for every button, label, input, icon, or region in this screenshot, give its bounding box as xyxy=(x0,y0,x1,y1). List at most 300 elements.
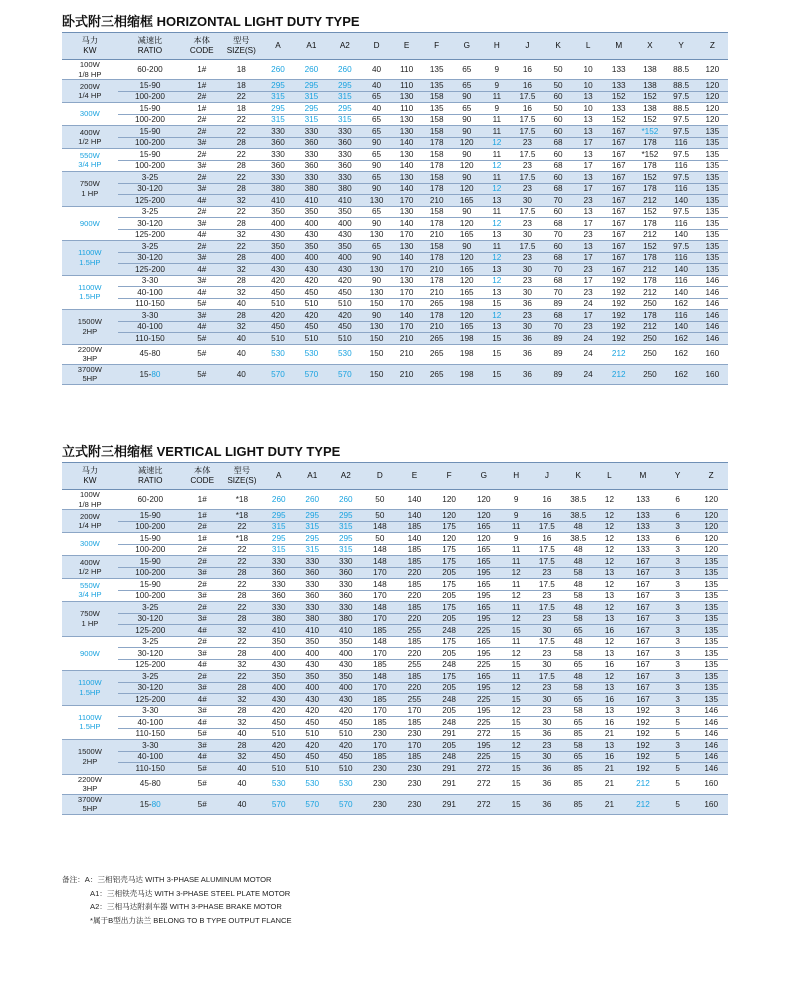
table-cell: 248 xyxy=(432,694,467,706)
table-cell: 1# xyxy=(182,60,221,80)
table-cell: 60 xyxy=(543,149,573,161)
table-cell: 330 xyxy=(261,126,294,138)
table-cell: 185 xyxy=(397,579,432,591)
table-cell: 210 xyxy=(392,364,422,384)
table-cell: 248 xyxy=(432,751,467,763)
table-cell: 400 xyxy=(329,648,363,660)
table-cell: 295 xyxy=(329,533,363,545)
table-cell: 58 xyxy=(563,705,594,717)
table-cell: 167 xyxy=(603,206,634,218)
column-header xyxy=(501,463,531,490)
table-cell: 4# xyxy=(182,287,221,299)
table-cell: 330 xyxy=(328,126,361,138)
table-cell: 165 xyxy=(466,636,501,648)
table-cell: 1# xyxy=(183,533,222,545)
table-cell: 38.5 xyxy=(563,490,594,510)
table-cell: 170 xyxy=(363,740,398,752)
table-cell: 167 xyxy=(603,195,634,207)
column-header-sublabel: SIZE(S) xyxy=(227,476,257,485)
table-cell: 3-30 xyxy=(118,310,183,322)
table-cell: 420 xyxy=(329,705,363,717)
table-cell: 23 xyxy=(512,252,543,264)
table-cell: 36 xyxy=(512,333,543,345)
table-row xyxy=(62,114,728,126)
power-label: 900W xyxy=(80,648,100,658)
table-cell: 248 xyxy=(432,625,467,637)
table-cell: 11 xyxy=(501,556,531,568)
column-header xyxy=(697,33,728,60)
table-cell: 170 xyxy=(363,613,398,625)
table-cell: 15 xyxy=(482,333,512,345)
table-cell: 130 xyxy=(392,91,422,103)
column-header xyxy=(182,33,221,60)
horizontal-spec-table xyxy=(62,32,728,385)
table-row xyxy=(62,218,728,230)
table-cell: 167 xyxy=(625,602,661,614)
table-cell: 167 xyxy=(603,252,634,264)
table-cell: 11 xyxy=(482,172,512,184)
table-cell: 167 xyxy=(625,590,661,602)
table-cell: 40 xyxy=(221,364,261,384)
table-cell: 13 xyxy=(594,740,625,752)
table-cell: 140 xyxy=(392,137,422,149)
table-cell: 23 xyxy=(531,590,562,602)
table-cell: 3 xyxy=(661,544,695,556)
table-cell: 167 xyxy=(603,172,634,184)
table-row xyxy=(62,490,728,510)
table-cell: 420 xyxy=(296,705,330,717)
table-cell: 4# xyxy=(183,625,222,637)
table-cell: 40 xyxy=(362,80,392,92)
table-cell: 116 xyxy=(665,218,696,230)
table-cell: 510 xyxy=(261,298,294,310)
table-cell: 50 xyxy=(543,103,573,115)
table-cell: 192 xyxy=(625,717,661,729)
table-cell: 18 xyxy=(221,60,261,80)
table-cell: 97.5 xyxy=(665,172,696,184)
table-row xyxy=(62,60,728,80)
table-cell: 23 xyxy=(573,264,603,276)
table-cell: 212 xyxy=(634,321,665,333)
table-cell: 15 xyxy=(482,298,512,310)
table-cell: *18 xyxy=(222,510,262,522)
table-cell: 36 xyxy=(531,774,562,794)
power-label: 1 HP xyxy=(81,618,99,628)
table-cell: 315 xyxy=(262,521,296,533)
table-cell: 530 xyxy=(329,774,363,794)
table-cell: 165 xyxy=(466,602,501,614)
table-cell: 18 xyxy=(221,103,261,115)
table-cell: 220 xyxy=(397,648,432,660)
table-cell: 100-200 xyxy=(118,137,183,149)
table-cell: 110-150 xyxy=(118,728,183,740)
table-cell: 178 xyxy=(634,137,665,149)
column-header-label: A1 xyxy=(307,471,318,481)
table-cell: 30-120 xyxy=(118,682,183,694)
table-cell: 40 xyxy=(222,728,262,740)
table-cell: 195 xyxy=(466,682,501,694)
column-header-sublabel: CODE xyxy=(189,46,214,55)
table-cell: 195 xyxy=(466,590,501,602)
table-cell: 88.5 xyxy=(665,60,696,80)
column-header-label: J xyxy=(525,41,530,51)
table-cell: 120 xyxy=(452,310,482,322)
table-cell: 167 xyxy=(603,126,634,138)
table-cell: 23 xyxy=(531,613,562,625)
table-cell: 130 xyxy=(362,287,392,299)
table-cell: 135 xyxy=(694,579,728,591)
table-cell: 13 xyxy=(573,91,603,103)
table-cell: 23 xyxy=(531,682,562,694)
table-cell: 167 xyxy=(603,183,634,195)
power-cell xyxy=(62,80,118,103)
table-cell: 100-200 xyxy=(118,114,183,126)
table-cell: 185 xyxy=(397,751,432,763)
table-cell: 212 xyxy=(603,364,634,384)
table-cell: 315 xyxy=(295,114,328,126)
table-cell: 90 xyxy=(452,172,482,184)
table-cell: 350 xyxy=(295,206,328,218)
column-header-label: F xyxy=(434,41,440,51)
table-cell: 510 xyxy=(329,728,363,740)
power-cell xyxy=(62,579,118,602)
table-cell: 16 xyxy=(512,103,543,115)
table-cell: 210 xyxy=(392,344,422,364)
table-cell: 135 xyxy=(694,602,728,614)
table-cell: 120 xyxy=(466,510,501,522)
table-cell: 70 xyxy=(543,287,573,299)
table-cell: 510 xyxy=(295,298,328,310)
table-cell: 430 xyxy=(329,694,363,706)
table-cell: 17.5 xyxy=(512,126,543,138)
table-cell: 167 xyxy=(625,579,661,591)
table-cell: 192 xyxy=(603,321,634,333)
table-cell: 350 xyxy=(262,636,296,648)
table-cell: 400 xyxy=(295,252,328,264)
table-row xyxy=(62,567,728,579)
table-cell: 90 xyxy=(362,160,392,172)
table-cell: 13 xyxy=(573,206,603,218)
table-cell: 12 xyxy=(594,510,625,522)
table-cell: 90 xyxy=(452,114,482,126)
table-row xyxy=(62,160,728,172)
table-cell: 3 xyxy=(661,590,695,602)
table-cell: 167 xyxy=(625,671,661,683)
table-cell: 510 xyxy=(296,763,330,775)
table-row xyxy=(62,252,728,264)
table-cell: 68 xyxy=(543,137,573,149)
table-cell: 400 xyxy=(295,218,328,230)
column-header-label: D xyxy=(376,471,383,481)
table-cell: 255 xyxy=(397,694,432,706)
column-header xyxy=(634,33,665,60)
power-label: 1500W xyxy=(77,747,102,757)
table-cell: 65 xyxy=(362,206,392,218)
table-cell: 212 xyxy=(603,344,634,364)
table-cell: 5 xyxy=(661,774,695,794)
table-cell: 350 xyxy=(328,206,361,218)
table-cell: 90 xyxy=(362,310,392,322)
table-cell: 530 xyxy=(296,774,330,794)
table-cell: 230 xyxy=(363,728,398,740)
column-header-label: A2 xyxy=(339,41,350,51)
table-cell: 162 xyxy=(665,344,696,364)
table-cell: 420 xyxy=(296,740,330,752)
table-cell: 330 xyxy=(261,149,294,161)
table-cell: 135 xyxy=(694,556,728,568)
table-cell: 162 xyxy=(665,333,696,345)
table-cell: 158 xyxy=(422,126,452,138)
table-cell: 30-120 xyxy=(118,648,183,660)
table-row xyxy=(62,613,728,625)
table-cell: 110-150 xyxy=(118,298,183,310)
table-cell: 185 xyxy=(363,659,398,671)
column-header-label: E xyxy=(403,41,410,51)
column-header xyxy=(512,33,543,60)
table-cell: 178 xyxy=(422,310,452,322)
table-cell: 178 xyxy=(634,275,665,287)
table-cell: 2# xyxy=(182,91,221,103)
column-header-label: D xyxy=(373,41,380,51)
table-cell: 22 xyxy=(221,126,261,138)
table-cell: 12 xyxy=(482,275,512,287)
table-cell: 192 xyxy=(603,310,634,322)
table-cell: 3-30 xyxy=(118,705,183,717)
table-cell: 175 xyxy=(432,521,467,533)
table-cell: 120 xyxy=(432,510,467,522)
table-cell: 22 xyxy=(221,91,261,103)
table-cell: 135 xyxy=(697,218,728,230)
table-cell: 1# xyxy=(183,510,222,522)
table-cell: 330 xyxy=(329,556,363,568)
table-cell: 15-90 xyxy=(118,510,183,522)
table-cell: 135 xyxy=(694,625,728,637)
table-cell: 350 xyxy=(261,206,294,218)
table-cell: 28 xyxy=(221,160,261,172)
power-cell xyxy=(62,556,118,579)
table-cell: 120 xyxy=(697,114,728,126)
table-cell: 12 xyxy=(594,579,625,591)
table-cell: 3-30 xyxy=(118,275,183,287)
table-cell: 430 xyxy=(295,264,328,276)
table-row xyxy=(62,728,728,740)
table-cell: 32 xyxy=(222,625,262,637)
table-row xyxy=(62,183,728,195)
table-cell: 5# xyxy=(182,333,221,345)
table-cell: 70 xyxy=(543,264,573,276)
table-cell: 17.5 xyxy=(512,91,543,103)
table-row xyxy=(62,705,728,717)
table-cell: 2# xyxy=(183,671,222,683)
table-cell: 2# xyxy=(183,556,222,568)
power-cell xyxy=(62,206,118,241)
table-cell: 185 xyxy=(397,544,432,556)
power-label: 1100W xyxy=(78,712,102,722)
table-cell: 3-25 xyxy=(118,671,183,683)
table-cell: 330 xyxy=(296,602,330,614)
table-cell: 135 xyxy=(697,160,728,172)
table-cell: 70 xyxy=(543,195,573,207)
table-cell: 16 xyxy=(512,80,543,92)
table-cell: 160 xyxy=(697,344,728,364)
table-cell: 30 xyxy=(512,195,543,207)
table-cell: 100-200 xyxy=(118,521,183,533)
table-cell: 260 xyxy=(261,60,294,80)
table-cell: 65 xyxy=(362,172,392,184)
table-cell: 192 xyxy=(625,763,661,775)
table-cell: 58 xyxy=(563,567,594,579)
table-cell: 30-120 xyxy=(118,252,183,264)
table-cell: 116 xyxy=(665,137,696,149)
column-header xyxy=(328,33,361,60)
table-cell: 380 xyxy=(329,613,363,625)
column-header-label: M xyxy=(639,471,647,481)
column-header-sublabel: RATIO xyxy=(137,46,163,55)
table-cell: 30 xyxy=(531,717,562,729)
table-cell: 11 xyxy=(501,671,531,683)
table-cell: 3 xyxy=(661,682,695,694)
table-cell: 48 xyxy=(563,636,594,648)
table-cell: 2# xyxy=(183,602,222,614)
table-cell: 430 xyxy=(329,659,363,671)
table-cell: 15 xyxy=(501,763,531,775)
table-cell: 400 xyxy=(262,648,296,660)
table-cell: 97.5 xyxy=(665,206,696,218)
horizontal-title: 卧式附三相缩框 HORIZONTAL LIGHT DUTY TYPE xyxy=(62,14,360,29)
table-cell: 148 xyxy=(363,579,398,591)
table-cell: 110 xyxy=(392,60,422,80)
power-label: 3/4 HP xyxy=(78,590,102,600)
table-cell: 135 xyxy=(694,590,728,602)
table-cell: 100-200 xyxy=(118,160,183,172)
table-cell: 17.5 xyxy=(531,671,562,683)
power-label: 550W xyxy=(80,580,100,590)
table-cell: 146 xyxy=(694,763,728,775)
ratio-end: 80 xyxy=(151,369,161,379)
table-cell: 140 xyxy=(665,287,696,299)
table-cell: 360 xyxy=(296,590,330,602)
table-cell: 22 xyxy=(222,544,262,556)
table-cell: 68 xyxy=(543,252,573,264)
table-cell: 88.5 xyxy=(665,103,696,115)
table-cell: 450 xyxy=(295,287,328,299)
table-cell: 11 xyxy=(482,91,512,103)
table-row xyxy=(62,671,728,683)
table-cell: 2# xyxy=(183,636,222,648)
table-cell: 148 xyxy=(363,636,398,648)
column-header xyxy=(362,33,392,60)
table-cell: 167 xyxy=(603,160,634,172)
table-cell: 160 xyxy=(694,774,728,794)
table-cell: 36 xyxy=(512,364,543,384)
table-cell: 17 xyxy=(573,137,603,149)
table-cell: 16 xyxy=(594,625,625,637)
note-line: A1：三相铁壳马达 WITH 3-PHASE STEEL PLATE MOTOR xyxy=(90,888,291,898)
table-cell: 40-100 xyxy=(118,321,183,333)
table-cell: 175 xyxy=(432,556,467,568)
table-cell: 135 xyxy=(697,137,728,149)
table-cell: 570 xyxy=(262,794,296,814)
table-cell: *152 xyxy=(634,149,665,161)
table-cell: 70 xyxy=(543,321,573,333)
table-row xyxy=(62,659,728,671)
table-cell: 90 xyxy=(452,91,482,103)
table-cell: 410 xyxy=(262,625,296,637)
table-cell: 158 xyxy=(422,149,452,161)
table-cell: 45-80 xyxy=(118,344,183,364)
table-row xyxy=(62,172,728,184)
table-cell: 11 xyxy=(501,579,531,591)
column-header xyxy=(363,463,398,490)
table-cell: 11 xyxy=(482,126,512,138)
table-cell: 36 xyxy=(512,298,543,310)
table-cell: 265 xyxy=(422,298,452,310)
table-cell: 48 xyxy=(563,521,594,533)
power-cell xyxy=(62,510,118,533)
table-cell xyxy=(118,794,183,814)
table-cell: 60 xyxy=(543,91,573,103)
table-cell: 330 xyxy=(328,172,361,184)
table-cell: 185 xyxy=(363,717,398,729)
table-cell: 212 xyxy=(625,774,661,794)
table-cell: 158 xyxy=(422,91,452,103)
table-cell: 152 xyxy=(634,91,665,103)
table-cell: 158 xyxy=(422,114,452,126)
table-cell: 140 xyxy=(665,229,696,241)
table-cell: 22 xyxy=(222,521,262,533)
table-cell: 12 xyxy=(482,183,512,195)
table-cell: 167 xyxy=(603,229,634,241)
power-cell xyxy=(62,490,118,510)
table-cell: 130 xyxy=(392,275,422,287)
table-cell: 410 xyxy=(261,195,294,207)
column-header-sublabel: CODE xyxy=(190,476,215,485)
table-cell: 3-25 xyxy=(118,241,183,253)
table-cell: 330 xyxy=(296,556,330,568)
table-cell: 230 xyxy=(397,794,432,814)
table-cell: 36 xyxy=(531,794,562,814)
table-cell: 450 xyxy=(262,717,296,729)
table-cell: 530 xyxy=(328,344,361,364)
table-cell: 138 xyxy=(634,60,665,80)
table-cell: 198 xyxy=(452,298,482,310)
table-cell: 167 xyxy=(603,149,634,161)
table-cell: 120 xyxy=(694,510,728,522)
ratio-start: 15- xyxy=(139,799,152,809)
table-cell: 185 xyxy=(397,717,432,729)
table-cell: 170 xyxy=(392,287,422,299)
table-cell: 380 xyxy=(261,183,294,195)
table-cell: 90 xyxy=(452,206,482,218)
table-cell: 120 xyxy=(694,521,728,533)
table-cell: 205 xyxy=(432,740,467,752)
table-cell: 212 xyxy=(634,195,665,207)
table-cell: 570 xyxy=(261,364,294,384)
table-cell: 530 xyxy=(295,344,328,364)
power-cell xyxy=(62,671,118,706)
table-cell: 315 xyxy=(296,544,330,556)
table-cell: 195 xyxy=(466,613,501,625)
table-cell: 170 xyxy=(363,705,398,717)
table-cell: 16 xyxy=(531,510,562,522)
table-cell: 170 xyxy=(397,740,432,752)
table-row xyxy=(62,149,728,161)
table-cell: 120 xyxy=(466,490,501,510)
column-header-label: G xyxy=(463,41,470,51)
table-cell: 9 xyxy=(482,80,512,92)
power-label: 300W xyxy=(80,539,100,549)
table-cell: 12 xyxy=(501,567,531,579)
